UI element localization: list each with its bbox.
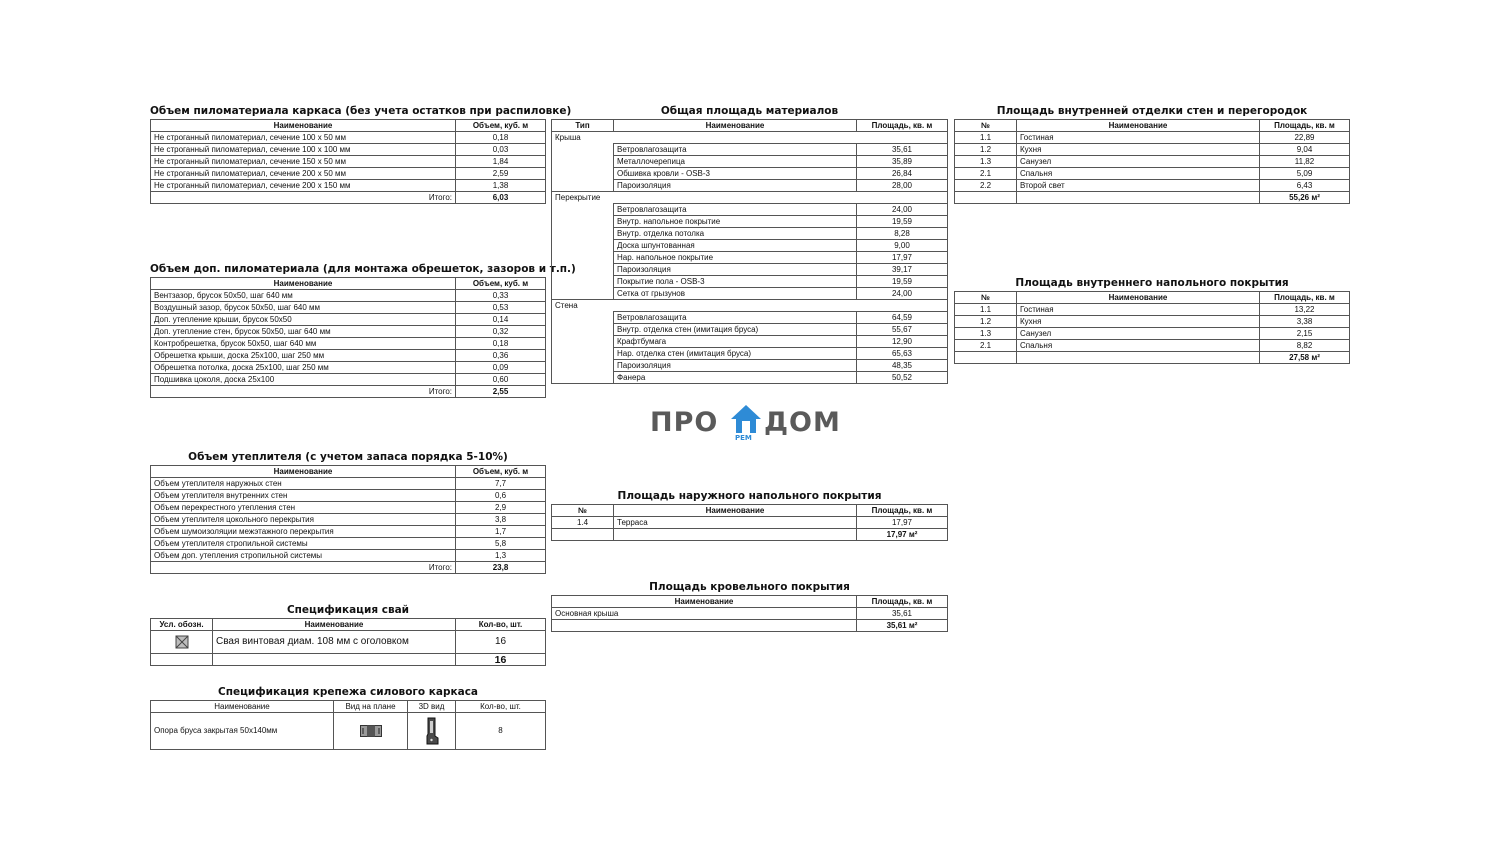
material-name: Нар. напольное покрытие <box>614 252 857 264</box>
table-row <box>151 180 546 192</box>
table-cell: Подшивка цоколя, доска 25х100 <box>151 374 456 386</box>
total-value: 2,55 <box>456 386 546 398</box>
material-name: Пароизоляция <box>614 180 857 192</box>
col-header-name: Наименование <box>552 596 857 608</box>
table-cell: Не строганный пиломатериал, сечение 150 х 50 мм <box>151 156 456 168</box>
material-name: Металлочерепица <box>614 156 857 168</box>
table-cell: 2,9 <box>456 502 546 514</box>
table-row <box>955 340 1350 352</box>
material-area: 39,17 <box>857 264 948 276</box>
table-row <box>552 228 948 240</box>
table-cell: Гостиная <box>1017 304 1260 316</box>
col-header-name: Наименование <box>151 120 456 132</box>
table-cell: Обрешетка потолка, доска 25х100, шаг 250 мм <box>151 362 456 374</box>
table-row <box>955 132 1350 144</box>
table-cell: Второй свет <box>1017 180 1260 192</box>
table-cell: 0,6 <box>456 490 546 502</box>
table-cell: Контробрешетка, брусок 50х50, шаг 640 мм <box>151 338 456 350</box>
table-row <box>151 156 546 168</box>
col-header-qty: Кол-во, шт. <box>456 619 546 631</box>
walls-finish-title: Площадь внутренней отделки стен и перегородок <box>996 105 1308 117</box>
table-cell: 1.2 <box>955 144 1017 156</box>
material-area: 19,59 <box>857 276 948 288</box>
fastener-qty: 8 <box>456 713 546 750</box>
table-cell: 22,89 <box>1260 132 1350 144</box>
logo-text-left: ПРО <box>650 407 719 438</box>
col-header-area: Площадь, кв. м <box>857 120 948 132</box>
material-area: 24,00 <box>857 204 948 216</box>
material-area: 26,84 <box>857 168 948 180</box>
total-value: 55,26 м² <box>1260 192 1350 204</box>
insulation-section <box>150 451 546 574</box>
material-area: 64,59 <box>857 312 948 324</box>
roof-title: Площадь кровельного покрытия <box>649 581 850 593</box>
table-row <box>151 713 546 750</box>
col-header-volume: Объем, куб. м <box>456 120 546 132</box>
table-cell: 5,8 <box>456 538 546 550</box>
bracket-plan-icon <box>360 725 382 737</box>
material-name: Внутр. отделка потолка <box>614 228 857 240</box>
table-cell: 2,15 <box>1260 328 1350 340</box>
table-cell: 2,59 <box>456 168 546 180</box>
table-cell: 0,53 <box>456 302 546 314</box>
total-row <box>955 192 1350 204</box>
total-label: Итого: <box>151 386 456 398</box>
lumber-title: Объем пиломатериала каркаса (без учета остатков при распиловке) <box>150 105 572 117</box>
col-header-type: Тип <box>552 120 614 132</box>
table-cell: Не строганный пиломатериал, сечение 200 х 50 мм <box>151 168 456 180</box>
table-row <box>552 144 948 156</box>
table-cell: 9,04 <box>1260 144 1350 156</box>
table-row <box>552 324 948 336</box>
table-row <box>552 264 948 276</box>
table-row <box>151 514 546 526</box>
total-value: 23,8 <box>456 562 546 574</box>
material-area: 35,61 <box>857 144 948 156</box>
table-cell: Не строганный пиломатериал, сечение 100 х 100 мм <box>151 144 456 156</box>
table-cell: Гостиная <box>1017 132 1260 144</box>
table-cell: 0,14 <box>456 314 546 326</box>
table-cell: 1,84 <box>456 156 546 168</box>
table-row <box>151 290 546 302</box>
col-header-area: Площадь, кв. м <box>1260 120 1350 132</box>
material-name: Сетка от грызунов <box>614 288 857 300</box>
table-row <box>151 374 546 386</box>
material-name: Обшивка кровли - OSB-3 <box>614 168 857 180</box>
material-name: Ветровлагозащита <box>614 204 857 216</box>
group-type: Стена <box>552 300 948 312</box>
col-header-area: Площадь, кв. м <box>857 505 948 517</box>
material-name: Внутр. напольное покрытие <box>614 216 857 228</box>
piles-section <box>150 604 546 666</box>
table-row <box>955 144 1350 156</box>
table-cell: 8,82 <box>1260 340 1350 352</box>
col-header-number: № <box>955 120 1017 132</box>
material-name: Крафтбумага <box>614 336 857 348</box>
table-row <box>552 517 948 529</box>
material-name: Фанера <box>614 372 857 384</box>
table-row <box>552 336 948 348</box>
col-header-name: Наименование <box>614 505 857 517</box>
group-row <box>552 192 948 204</box>
total-value: 35,61 м² <box>857 620 948 632</box>
table-cell: 3,38 <box>1260 316 1350 328</box>
col-header-number: № <box>552 505 614 517</box>
table-row <box>151 526 546 538</box>
walls-finish-table <box>954 119 1350 204</box>
total-row <box>151 562 546 574</box>
table-row <box>151 362 546 374</box>
col-header-name: Наименование <box>614 120 857 132</box>
insulation-table <box>150 465 546 574</box>
total-label: Итого: <box>151 192 456 204</box>
table-row <box>955 180 1350 192</box>
col-header-volume: Объем, куб. м <box>456 466 546 478</box>
extra-lumber-title: Объем доп. пиломатериала (для монтажа обрешеток, зазоров и т.п.) <box>150 263 576 275</box>
table-cell: 11,82 <box>1260 156 1350 168</box>
fasteners-section <box>150 686 546 750</box>
table-cell: 2.1 <box>955 340 1017 352</box>
piles-title: Спецификация свай <box>286 604 410 616</box>
table-cell: 7,7 <box>456 478 546 490</box>
table-cell: 1.3 <box>955 328 1017 340</box>
pile-name: Свая винтовая диам. 108 мм с оголовком <box>213 631 456 654</box>
table-cell: 0,60 <box>456 374 546 386</box>
table-row <box>552 240 948 252</box>
table-cell: Санузел <box>1017 156 1260 168</box>
material-area: 24,00 <box>857 288 948 300</box>
table-row <box>552 276 948 288</box>
table-cell: 6,43 <box>1260 180 1350 192</box>
table-cell: 5,09 <box>1260 168 1350 180</box>
table-cell: Объем доп. утепления стропильной системы <box>151 550 456 562</box>
logo-text-right: ДОМ <box>764 407 841 438</box>
table-cell: Объем шумоизоляции межэтажного перекрытия <box>151 526 456 538</box>
col-header-number: № <box>955 292 1017 304</box>
table-cell: 1,7 <box>456 526 546 538</box>
material-area: 17,97 <box>857 252 948 264</box>
outdoor-floor-title: Площадь наружного напольного покрытия <box>617 490 882 502</box>
table-row <box>151 338 546 350</box>
pro-dom-logo <box>650 403 850 445</box>
table-cell: 1.4 <box>552 517 614 529</box>
total-row <box>151 192 546 204</box>
total-row <box>151 654 546 666</box>
roof-table <box>551 595 948 632</box>
table-row <box>552 372 948 384</box>
material-area: 8,28 <box>857 228 948 240</box>
group-type: Крыша <box>552 132 948 144</box>
table-cell: Кухня <box>1017 316 1260 328</box>
col-header-volume: Объем, куб. м <box>456 278 546 290</box>
outdoor-floor-section <box>551 490 948 541</box>
table-row <box>151 302 546 314</box>
table-row <box>151 326 546 338</box>
table-cell: Спальня <box>1017 168 1260 180</box>
col-header-area: Площадь, кв. м <box>857 596 948 608</box>
indoor-floor-title: Площадь внутреннего напольного покрытия <box>1015 277 1289 289</box>
table-cell: Обрешетка крыши, доска 25х100, шаг 250 мм <box>151 350 456 362</box>
total-row <box>955 352 1350 364</box>
materials-table <box>551 119 948 384</box>
fasteners-table <box>150 700 546 750</box>
table-cell: 1.1 <box>955 132 1017 144</box>
table-cell: 0,03 <box>456 144 546 156</box>
table-row <box>552 312 948 324</box>
table-cell: Объем утеплителя стропильной системы <box>151 538 456 550</box>
table-row <box>151 350 546 362</box>
table-cell: 1.3 <box>955 156 1017 168</box>
material-name: Внутр. отделка стен (имитация бруса) <box>614 324 857 336</box>
table-row <box>955 328 1350 340</box>
table-cell: Объем утеплителя цокольного перекрытия <box>151 514 456 526</box>
table-row <box>955 168 1350 180</box>
table-cell: 0,33 <box>456 290 546 302</box>
table-cell: 0,32 <box>456 326 546 338</box>
col-header-name: Наименование <box>151 466 456 478</box>
material-name: Пароизоляция <box>614 264 857 276</box>
walls-finish-section <box>954 105 1350 204</box>
table-cell: 0,18 <box>456 338 546 350</box>
table-cell: 1,3 <box>456 550 546 562</box>
table-cell: 17,97 <box>857 517 948 529</box>
table-row <box>151 550 546 562</box>
table-cell: Не строганный пиломатериал, сечение 200 х 150 мм <box>151 180 456 192</box>
lumber-table <box>150 119 546 204</box>
material-area: 19,59 <box>857 216 948 228</box>
table-cell: Объем перекрестного утепления стен <box>151 502 456 514</box>
table-cell: Объем утеплителя наружных стен <box>151 478 456 490</box>
table-row <box>151 538 546 550</box>
table-cell: 35,61 <box>857 608 948 620</box>
table-cell: 0,36 <box>456 350 546 362</box>
table-row <box>552 252 948 264</box>
material-name: Ветровлагозащита <box>614 312 857 324</box>
table-cell: 0,18 <box>456 132 546 144</box>
materials-section <box>551 105 948 384</box>
group-row <box>552 300 948 312</box>
material-name: Пароизоляция <box>614 360 857 372</box>
material-area: 35,89 <box>857 156 948 168</box>
fasteners-title: Спецификация крепежа силового каркаса <box>217 686 479 698</box>
material-name: Доска шпунтованная <box>614 240 857 252</box>
piles-table <box>150 618 546 666</box>
table-row <box>151 314 546 326</box>
table-row <box>552 216 948 228</box>
material-area: 9,00 <box>857 240 948 252</box>
table-cell: 2.1 <box>955 168 1017 180</box>
table-cell: 1.2 <box>955 316 1017 328</box>
pile-symbol-cell <box>151 631 213 654</box>
table-cell: 2.2 <box>955 180 1017 192</box>
3d-view-cell <box>408 713 456 750</box>
table-cell: 3,8 <box>456 514 546 526</box>
insulation-title: Объем утеплителя (с учетом запаса порядка 5-10%) <box>188 451 508 463</box>
logo-small-text: РЕМ <box>735 434 752 442</box>
total-label: Итого: <box>151 562 456 574</box>
table-cell: Терраса <box>614 517 857 529</box>
table-cell: 1.1 <box>955 304 1017 316</box>
col-header-name: Наименование <box>151 701 334 713</box>
table-cell: Доп. утепление стен, брусок 50х50, шаг 640 мм <box>151 326 456 338</box>
total-value: 17,97 м² <box>857 529 948 541</box>
extra-lumber-table <box>150 277 546 398</box>
material-area: 48,35 <box>857 360 948 372</box>
table-cell: Основная крыша <box>552 608 857 620</box>
table-row <box>955 156 1350 168</box>
table-cell: 0,09 <box>456 362 546 374</box>
table-row <box>151 502 546 514</box>
table-cell: Санузел <box>1017 328 1260 340</box>
col-header-qty: Кол-во, шт. <box>456 701 546 713</box>
material-name: Ветровлагозащита <box>614 144 857 156</box>
materials-title: Общая площадь материалов <box>660 105 839 117</box>
total-value: 6,03 <box>456 192 546 204</box>
table-row <box>151 478 546 490</box>
table-cell: 1,38 <box>456 180 546 192</box>
col-header-symbol: Усл. обозн. <box>151 619 213 631</box>
table-cell: Спальня <box>1017 340 1260 352</box>
table-row <box>151 490 546 502</box>
table-row <box>552 168 948 180</box>
pile-total: 16 <box>456 654 546 666</box>
col-header-name: Наименование <box>151 278 456 290</box>
table-row <box>552 156 948 168</box>
table-row <box>552 348 948 360</box>
total-row <box>552 529 948 541</box>
table-row <box>552 608 948 620</box>
pile-symbol-icon <box>175 635 189 649</box>
material-area: 50,52 <box>857 372 948 384</box>
material-area: 65,63 <box>857 348 948 360</box>
roof-section <box>551 581 948 632</box>
table-row <box>552 180 948 192</box>
indoor-floor-section <box>954 277 1350 364</box>
table-row <box>955 316 1350 328</box>
col-header-name: Наименование <box>213 619 456 631</box>
table-row <box>151 631 546 654</box>
total-row <box>552 620 948 632</box>
table-row <box>552 204 948 216</box>
indoor-floor-table <box>954 291 1350 364</box>
material-name: Нар. отделка стен (имитация бруса) <box>614 348 857 360</box>
total-row <box>151 386 546 398</box>
col-header-plan-view: Вид на плане <box>334 701 408 713</box>
house-icon <box>729 403 763 437</box>
col-header-name: Наименование <box>1017 120 1260 132</box>
material-area: 12,90 <box>857 336 948 348</box>
group-type: Перекрытие <box>552 192 948 204</box>
col-header-area: Площадь, кв. м <box>1260 292 1350 304</box>
material-area: 55,67 <box>857 324 948 336</box>
material-area: 28,00 <box>857 180 948 192</box>
plan-view-cell <box>334 713 408 750</box>
table-row <box>151 144 546 156</box>
table-cell: Объем утеплителя внутренних стен <box>151 490 456 502</box>
material-name: Покрытие пола - OSB-3 <box>614 276 857 288</box>
table-cell: Кухня <box>1017 144 1260 156</box>
table-row <box>552 288 948 300</box>
table-row <box>151 132 546 144</box>
table-cell: Не строганный пиломатериал, сечение 100 х 50 мм <box>151 132 456 144</box>
outdoor-floor-table <box>551 504 948 541</box>
col-header-3d-view: 3D вид <box>408 701 456 713</box>
table-cell: Доп. утепление крыши, брусок 50х50 <box>151 314 456 326</box>
fastener-name: Опора бруса закрытая 50х140мм <box>151 713 334 750</box>
table-row <box>552 360 948 372</box>
bracket-3d-icon <box>424 716 440 746</box>
table-cell: Вентзазор, брусок 50х50, шаг 640 мм <box>151 290 456 302</box>
total-value: 27,58 м² <box>1260 352 1350 364</box>
table-row <box>955 304 1350 316</box>
group-row <box>552 132 948 144</box>
table-row <box>151 168 546 180</box>
pile-qty: 16 <box>456 631 546 654</box>
table-cell: Воздушный зазор, брусок 50х50, шаг 640 мм <box>151 302 456 314</box>
col-header-name: Наименование <box>1017 292 1260 304</box>
table-cell: 13,22 <box>1260 304 1350 316</box>
